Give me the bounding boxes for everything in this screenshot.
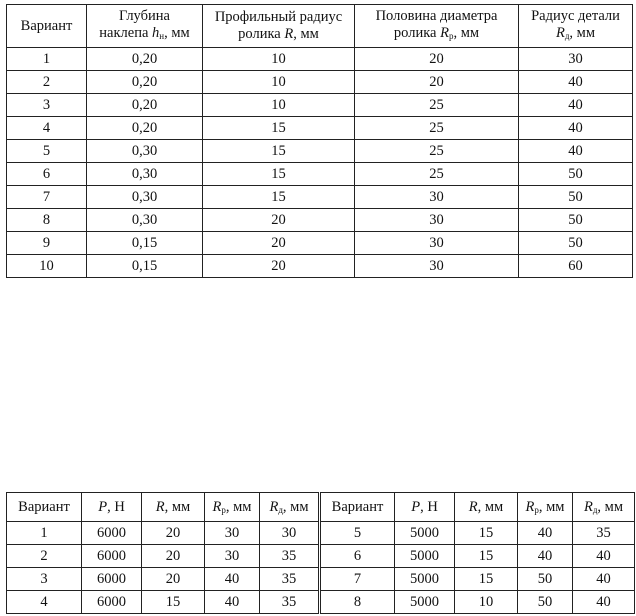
cell-hardening-depth: 0,20 — [87, 94, 203, 117]
header-part-radius: Радиус детали $R_д$, мм — [519, 5, 633, 48]
table-row — [7, 94, 633, 117]
cell-profile-radius: 20 — [142, 545, 205, 568]
table-row — [7, 232, 633, 255]
header-force: P, Н — [82, 493, 142, 522]
cell-part-radius: 40 — [573, 568, 635, 591]
cell-variant: 1 — [7, 522, 82, 545]
cell-roller-half-diameter: 30 — [355, 209, 519, 232]
cell-roller-radius: 50 — [518, 591, 573, 614]
header-roller-half-diameter: Половина диаметра ролика $R_р$, мм — [355, 5, 519, 48]
cell-roller-half-diameter: 20 — [355, 48, 519, 71]
cell-variant: 10 — [7, 255, 87, 278]
cell-roller-half-diameter: 30 — [355, 232, 519, 255]
cell-variant: 1 — [7, 48, 87, 71]
header-roller-radius: $R_р$, мм — [518, 493, 573, 522]
cell-variant: 2 — [7, 71, 87, 94]
cell-force: 5000 — [395, 522, 455, 545]
cell-variant: 7 — [320, 568, 395, 591]
cell-part-radius: 35 — [260, 545, 320, 568]
cell-hardening-depth: 0,30 — [87, 209, 203, 232]
cell-force: 6000 — [82, 522, 142, 545]
cell-profile-radius: 15 — [203, 117, 355, 140]
header-variant: Вариант — [7, 5, 87, 48]
cell-profile-radius: 20 — [203, 255, 355, 278]
header-variant: Вариант — [320, 493, 395, 522]
cell-roller-half-diameter: 25 — [355, 163, 519, 186]
cell-roller-half-diameter: 25 — [355, 94, 519, 117]
cell-force: 5000 — [395, 545, 455, 568]
cell-part-radius: 40 — [573, 591, 635, 614]
header-hardening-depth: Глубина наклепа $h_н$, мм — [87, 5, 203, 48]
table-row — [7, 545, 635, 568]
cell-profile-radius: 15 — [455, 568, 518, 591]
cell-part-radius: 40 — [573, 545, 635, 568]
cell-variant: 3 — [7, 94, 87, 117]
cell-profile-radius: 15 — [203, 140, 355, 163]
cell-part-radius: 35 — [260, 591, 320, 614]
cell-variant: 4 — [7, 591, 82, 614]
cell-part-radius: 50 — [519, 186, 633, 209]
cell-roller-half-diameter: 30 — [355, 255, 519, 278]
cell-roller-radius: 50 — [518, 568, 573, 591]
cell-hardening-depth: 0,20 — [87, 71, 203, 94]
cell-roller-half-diameter: 25 — [355, 117, 519, 140]
cell-hardening-depth: 0,20 — [87, 117, 203, 140]
cell-variant: 5 — [320, 522, 395, 545]
cell-force: 5000 — [395, 591, 455, 614]
cell-roller-half-diameter: 25 — [355, 140, 519, 163]
cell-variant: 8 — [7, 209, 87, 232]
table-row — [7, 568, 635, 591]
cell-profile-radius: 15 — [455, 545, 518, 568]
table-row — [7, 117, 633, 140]
header-variant: Вариант — [7, 493, 82, 522]
cell-profile-radius: 20 — [203, 232, 355, 255]
cell-roller-radius: 40 — [518, 522, 573, 545]
table-row — [7, 591, 635, 614]
cell-profile-radius: 15 — [142, 591, 205, 614]
cell-variant: 7 — [7, 186, 87, 209]
cell-variant: 6 — [320, 545, 395, 568]
cell-part-radius: 60 — [519, 255, 633, 278]
cell-part-radius: 50 — [519, 163, 633, 186]
cell-part-radius: 40 — [519, 117, 633, 140]
table-row — [7, 522, 635, 545]
cell-part-radius: 50 — [519, 209, 633, 232]
cell-profile-radius: 10 — [203, 48, 355, 71]
cell-part-radius: 35 — [573, 522, 635, 545]
cell-variant: 5 — [7, 140, 87, 163]
table-rolling-parameters — [6, 4, 633, 278]
table-header-row — [7, 493, 635, 522]
cell-part-radius: 35 — [260, 568, 320, 591]
cell-hardening-depth: 0,30 — [87, 140, 203, 163]
cell-hardening-depth: 0,15 — [87, 255, 203, 278]
cell-roller-radius: 30 — [205, 545, 260, 568]
cell-force: 6000 — [82, 568, 142, 591]
header-roller-radius: $R_р$, мм — [205, 493, 260, 522]
table-row — [7, 255, 633, 278]
cell-variant: 9 — [7, 232, 87, 255]
cell-part-radius: 40 — [519, 140, 633, 163]
cell-hardening-depth: 0,15 — [87, 232, 203, 255]
cell-variant: 3 — [7, 568, 82, 591]
cell-roller-radius: 30 — [205, 522, 260, 545]
table-row — [7, 186, 633, 209]
cell-part-radius: 30 — [519, 48, 633, 71]
table-header-row — [7, 5, 633, 48]
cell-variant: 6 — [7, 163, 87, 186]
cell-profile-radius: 20 — [142, 522, 205, 545]
header-profile-radius: R, мм — [455, 493, 518, 522]
cell-hardening-depth: 0,30 — [87, 186, 203, 209]
cell-part-radius: 40 — [519, 94, 633, 117]
header-profile-radius: Профильный радиус ролика R, мм — [203, 5, 355, 48]
cell-part-radius: 30 — [260, 522, 320, 545]
cell-variant: 2 — [7, 545, 82, 568]
cell-part-radius: 50 — [519, 232, 633, 255]
cell-profile-radius: 10 — [203, 71, 355, 94]
header-part-radius: $R_д$, мм — [573, 493, 635, 522]
cell-force: 6000 — [82, 591, 142, 614]
cell-part-radius: 40 — [519, 71, 633, 94]
cell-roller-radius: 40 — [205, 591, 260, 614]
cell-profile-radius: 20 — [203, 209, 355, 232]
cell-profile-radius: 15 — [203, 163, 355, 186]
cell-profile-radius: 15 — [455, 522, 518, 545]
cell-roller-half-diameter: 20 — [355, 71, 519, 94]
cell-variant: 4 — [7, 117, 87, 140]
cell-force: 5000 — [395, 568, 455, 591]
header-part-radius: $R_д$, мм — [260, 493, 320, 522]
table-row — [7, 140, 633, 163]
cell-profile-radius: 15 — [203, 186, 355, 209]
table-row — [7, 209, 633, 232]
header-profile-radius: R, мм — [142, 493, 205, 522]
cell-roller-half-diameter: 30 — [355, 186, 519, 209]
table-row — [7, 163, 633, 186]
cell-roller-radius: 40 — [518, 545, 573, 568]
cell-profile-radius: 10 — [455, 591, 518, 614]
cell-force: 6000 — [82, 545, 142, 568]
cell-variant: 8 — [320, 591, 395, 614]
cell-roller-radius: 40 — [205, 568, 260, 591]
header-force: P, Н — [395, 493, 455, 522]
cell-hardening-depth: 0,20 — [87, 48, 203, 71]
table-row — [7, 71, 633, 94]
cell-hardening-depth: 0,30 — [87, 163, 203, 186]
table-load-parameters — [6, 492, 635, 614]
cell-profile-radius: 20 — [142, 568, 205, 591]
cell-profile-radius: 10 — [203, 94, 355, 117]
table-row — [7, 48, 633, 71]
